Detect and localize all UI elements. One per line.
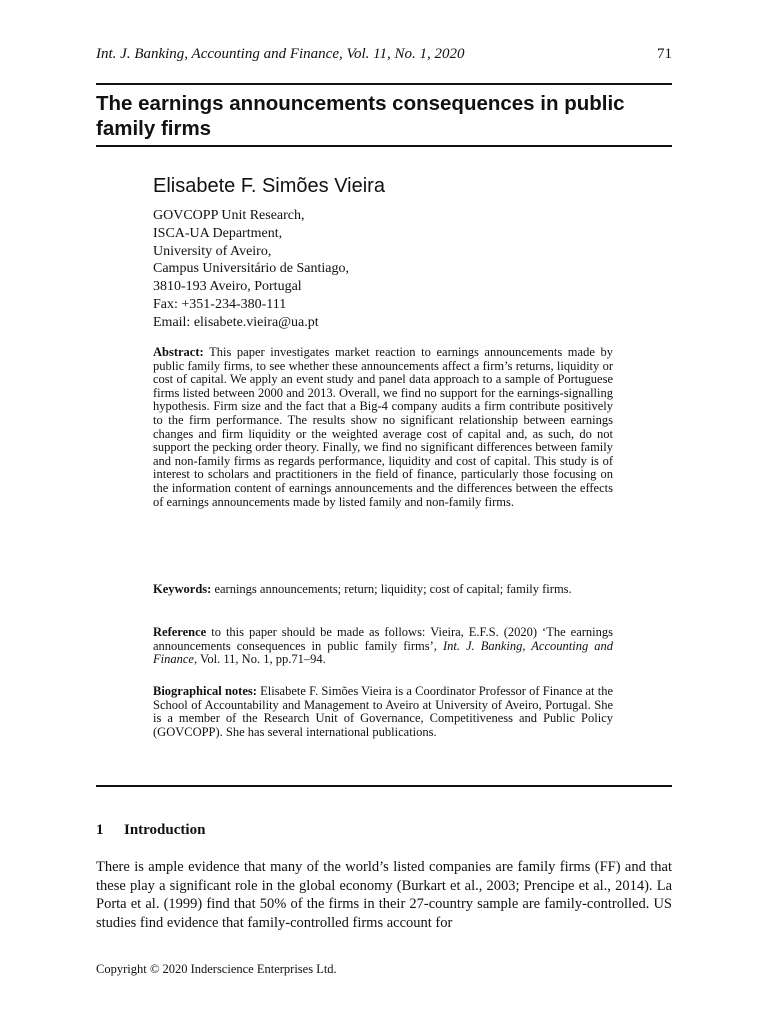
copyright-notice: Copyright © 2020 Inderscience Enterprises Ltd. [96,962,337,976]
author-name: Elisabete F. Simões Vieira [153,175,385,197]
reference-note [153,626,613,667]
section-heading [96,822,205,839]
title-top-rule [96,83,672,85]
running-head [96,46,672,63]
section-title: Introduction [124,822,206,838]
author-affiliation [153,207,672,332]
bio-text: Elisabete F. Simões Vieira is a Coordinator Professor of Finance at the School of Accountability and Management to Aveiro at University of Aveiro, Portugal. She is a member of the Research Unit of Governance, Competitiveness and Public Policy (GOVCOPP). She has several international publications. [153,684,614,739]
page-number: 71 [657,46,672,62]
keywords-label: Keywords: [153,582,212,596]
abstract-text: This paper investigates market reaction to earnings announcements made by public family firms, to see whether these announcements affect a firm’s returns, liquidity or cost of capital. We apply an event study and panel data approach to a sample of Portuguese firms listed between 2000 and 2013. Overall, we find no support for the earnings-signalling hypothesis. Firm size and the fact that a Big-4 company audits a firm contribute positively to the firm performance. The results show no significant relationship between earnings changes and firm liquidity or the weighted average cost of capital and, as such, do not support the pecking order theory. Finally, we find no significant differences between family and non-family firms as regards performance, liquidity and cost of capital. This study is of interest to scholars and practitioners in the field of finance, particularly those focusing on the information content of earnings announcements and the differences between the effects of earnings announcements made by listed family and non-family firms. [153,345,613,509]
affiliation-line: 3810-193 Aveiro, Portugal [153,279,302,295]
affiliation-email: Email: elisabete.vieira@ua.pt [153,314,319,330]
affiliation-line: Campus Universitário de Santiago, [153,261,349,277]
keywords-text: earnings announcements; return; liquidity; cost of capital; family firms. [214,582,572,596]
affiliation-line: Fax: +351-234-380-111 [153,296,287,312]
abstract-label: Abstract: [153,345,204,359]
biographical-notes [153,685,613,739]
section-number: 1 [96,822,104,838]
paper-title: The earnings announcements consequences in public family firms [96,92,625,140]
reference-label: Reference [153,625,207,639]
intro-paragraph: There is ample evidence that many of the world’s listed companies are family firms (FF) and that these play a significant role in the global economy (Burkart et al., 2003; Prencipe et al., 2014). La Porta et al. (1999) find that 50% of the firms in their 27-country sample are family-controlled. US studies find evidence that family-controlled firms account for [96,859,672,931]
front-matter-bottom-rule [96,785,672,787]
reference-text: to this paper should be made as follows: Vieira, E.F.S. (2020) ‘The earnings announcements consequences in public family firms’, [153,625,613,653]
title-bottom-rule [96,145,672,147]
reference-journal: Int. J. Banking, Accounting and Finance [153,638,614,667]
reference-details: , Vol. 11, No. 1, pp.71–94. [193,652,326,667]
affiliation-line: ISCA-UA Department, [153,225,283,241]
affiliation-line: GOVCOPP Unit Research, [153,208,305,223]
bio-label: Biographical notes: [153,684,257,698]
affiliation-line: University of Aveiro, [153,243,272,259]
abstract [153,346,613,509]
journal-citation: Int. J. Banking, Accounting and Finance, Vol. 11, No. 1, 2020 [96,46,465,62]
keywords [153,583,613,597]
